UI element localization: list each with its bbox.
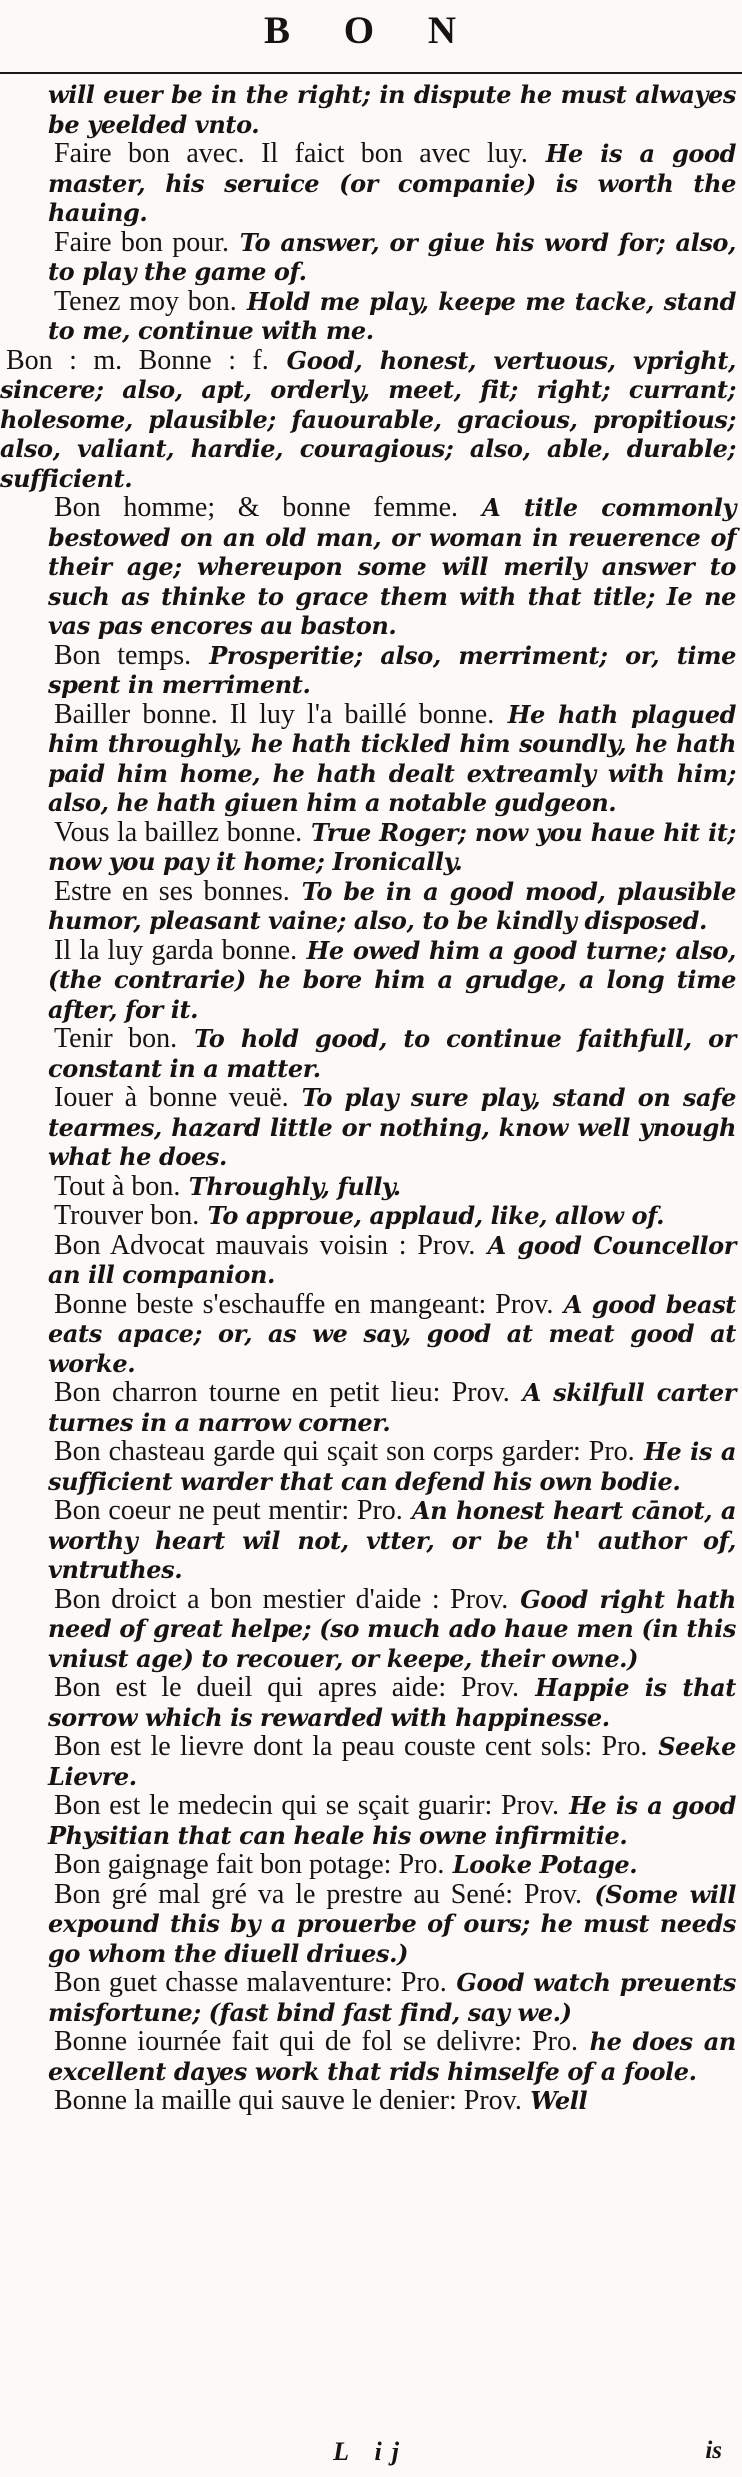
- headword-text: Bon gré mal gré va le prestre au Sené: Prov.: [54, 1878, 582, 1910]
- headword-text: Bon temps.: [54, 639, 192, 671]
- page-footer: [0, 2437, 742, 2469]
- headword-text: Bonne iournée fait qui de fol se delivre: Pro.: [54, 2026, 578, 2057]
- translation-text: He is a sufficient warder that can defend his own bodie.: [48, 1437, 736, 1496]
- dictionary-entry: [0, 228, 736, 287]
- dictionary-entry: [0, 1437, 736, 1496]
- translation-text: Well: [530, 2086, 588, 2115]
- dictionary-entry: [0, 936, 736, 1025]
- dictionary-entry: [0, 1968, 736, 2027]
- headword-text: Bonne la maille qui sauve le denier: Prov.: [54, 2085, 522, 2116]
- translation-text: Good, honest, vertuous, vpright, sincere; also, apt, orderly, meet, fit; right; currant; holesome, plausible; fauourable, gracious, propitious; also, valiant, hardie, couragious; also, able, durable; sufficient.: [0, 345, 736, 493]
- translation-text: He is a good master, his seruice (or companie) is worth the hauing.: [48, 139, 736, 227]
- dictionary-entry: [0, 1024, 736, 1083]
- translation-text: Seeke Lievre.: [48, 1732, 736, 1791]
- translation-text: Prosperitie; also, merriment; or, time spent in merriment.: [48, 640, 736, 699]
- translation-text: will euer be in the right; in dispute he must alwayes be yeelded vnto.: [48, 80, 736, 139]
- headword-text: Bon guet chasse malaventure: Pro.: [54, 1967, 447, 1998]
- dictionary-entry: [0, 139, 736, 228]
- dictionary-entry: [0, 1732, 736, 1791]
- dictionary-entry: [0, 1231, 736, 1290]
- translation-text: A good Councellor an ill companion.: [48, 1230, 736, 1289]
- dictionary-entry: [0, 493, 736, 641]
- translation-text: Throughly, fully.: [188, 1171, 401, 1201]
- dictionary-entry: [0, 2027, 736, 2086]
- dictionary-entry: [0, 1378, 736, 1437]
- headword-text: Vous la baillez bonne.: [54, 816, 303, 848]
- dictionary-entry: [0, 287, 736, 346]
- dictionary-column: [0, 80, 742, 2116]
- translation-text: he does an excellent dayes work that rids himselfe of a foole.: [48, 2027, 736, 2086]
- headword-text: Bon est le lievre dont la peau couste cent sols: Pro.: [54, 1731, 648, 1762]
- dictionary-entry: [0, 641, 736, 700]
- dictionary-entry: [0, 1290, 736, 1379]
- headword-text: Bon homme; & bonne femme.: [54, 492, 459, 523]
- headword-text: Bailler bonne. Il luy l'a baillé bonne.: [54, 698, 495, 730]
- headword-text: Estre en ses bonnes.: [54, 875, 290, 907]
- headword-text: Il la luy garda bonne.: [54, 934, 298, 966]
- translation-text: Looke Potage.: [452, 1850, 638, 1879]
- dictionary-entry: [0, 1496, 736, 1585]
- headword-text: Trouver bon.: [54, 1200, 200, 1231]
- dictionary-entry: [0, 1083, 736, 1172]
- dictionary-entry: [0, 1880, 736, 1969]
- dictionary-entry: [0, 1673, 736, 1732]
- running-head: B O N: [263, 9, 478, 52]
- dictionary-entry: [0, 1791, 736, 1850]
- translation-text: An honest heart cānot, a worthy heart wil not, vtter, or be th' author of, vntruthes.: [48, 1496, 736, 1584]
- headword-text: Bon : m. Bonne : f.: [6, 344, 269, 376]
- headword-text: Tout à bon.: [54, 1170, 181, 1202]
- translation-text: To hold good, to continue faithfull, or constant in a matter.: [48, 1024, 736, 1083]
- headword-text: Iouer à bonne veuë.: [54, 1082, 289, 1113]
- translation-text: True Roger; now you haue hit it; now you pay it home; Ironically.: [48, 817, 736, 876]
- dictionary-entry: [0, 1201, 736, 1231]
- translation-text: To approue, applaud, like, allow of.: [207, 1201, 665, 1230]
- dictionary-entry: [0, 346, 736, 494]
- translation-text: To answer, or giue his word for; also, to play the game of.: [48, 227, 736, 286]
- dictionary-entry: [0, 1585, 736, 1674]
- dictionary-entry: [0, 1172, 736, 1202]
- headword-text: Bon gaignage fait bon potage: Pro.: [54, 1849, 445, 1880]
- signature-mark: L ij: [333, 2437, 409, 2466]
- translation-text: A good beast eats apace; or, as we say, good at meat good at worke.: [48, 1289, 736, 1378]
- translation-text: To play sure play, stand on safe tearmes, hazard little or nothing, know well ynough what he does.: [48, 1083, 736, 1171]
- headword-text: Faire bon avec. Il faict bon avec luy.: [54, 138, 528, 169]
- dictionary-entry: [0, 2086, 736, 2116]
- translation-text: (Some will expound this by a prouerbe of ours; he must needs go whom the diuell driues.): [48, 1879, 736, 1968]
- dictionary-entry: [0, 80, 736, 139]
- translation-text: He hath plagued him throughly, he hath tickled him soundly, he hath paid him home, he hath dealt extreamly with him; also, he hath giuen him a notable gudgeon.: [48, 699, 736, 817]
- translation-text: To be in a good mood, plausible humor, pleasant vaine; also, to be kindly disposed.: [48, 876, 736, 935]
- headword-text: Bon Advocat mauvais voisin : Prov.: [54, 1229, 476, 1261]
- header-rule: [0, 72, 742, 74]
- headword-text: Bon charron tourne en petit lieu: Prov.: [54, 1377, 510, 1408]
- translation-text: He is a good Physitian that can heale his owne infirmitie.: [48, 1791, 736, 1850]
- dictionary-entry: [0, 700, 736, 818]
- headword-text: Bon est le medecin qui se sçait guarir: Prov.: [54, 1790, 560, 1821]
- headword-text: Bon droict a bon mestier d'aide : Prov.: [54, 1583, 509, 1615]
- headword-text: Bon chasteau garde qui sçait son corps garder: Pro.: [54, 1436, 635, 1467]
- translation-text: He owed him a good turne; also, (the contrarie) he bore him a grudge, a long time after, for it.: [48, 935, 736, 1024]
- headword-text: Bon coeur ne peut mentir: Pro.: [54, 1495, 403, 1526]
- dictionary-entry: [0, 877, 736, 936]
- headword-text: Faire bon pour.: [54, 226, 229, 258]
- translation-text: Good watch preuents misfortune; (fast bind fast find, say we.): [48, 1968, 736, 2027]
- translation-text: Good right hath need of great helpe; (so much ado haue men (in this vniust age) to recouer, or keepe, their owne.): [48, 1584, 736, 1673]
- dictionary-entry: [0, 818, 736, 877]
- translation-text: Hold me play, keepe me tacke, stand to me, continue with me.: [48, 286, 736, 345]
- catchword: is: [705, 2437, 722, 2464]
- headword-text: Bonne beste s'eschauffe en mangeant: Prov.: [54, 1288, 554, 1320]
- dictionary-entry: [0, 1850, 736, 1880]
- headword-text: Tenir bon.: [54, 1023, 178, 1054]
- translation-text: A title commonly bestowed on an old man, or woman in reuerence of their age; whereupon some will merily answer to such as thinke to grace them with that title; Ie ne vas pas encores au baston.: [48, 493, 736, 640]
- headword-text: Bon est le dueil qui apres aide: Prov.: [54, 1672, 520, 1703]
- translation-text: A skilfull carter turnes in a narrow corner.: [48, 1378, 736, 1437]
- translation-text: Happie is that sorrow which is rewarded with happinesse.: [48, 1673, 736, 1732]
- headword-text: Tenez moy bon.: [54, 285, 237, 317]
